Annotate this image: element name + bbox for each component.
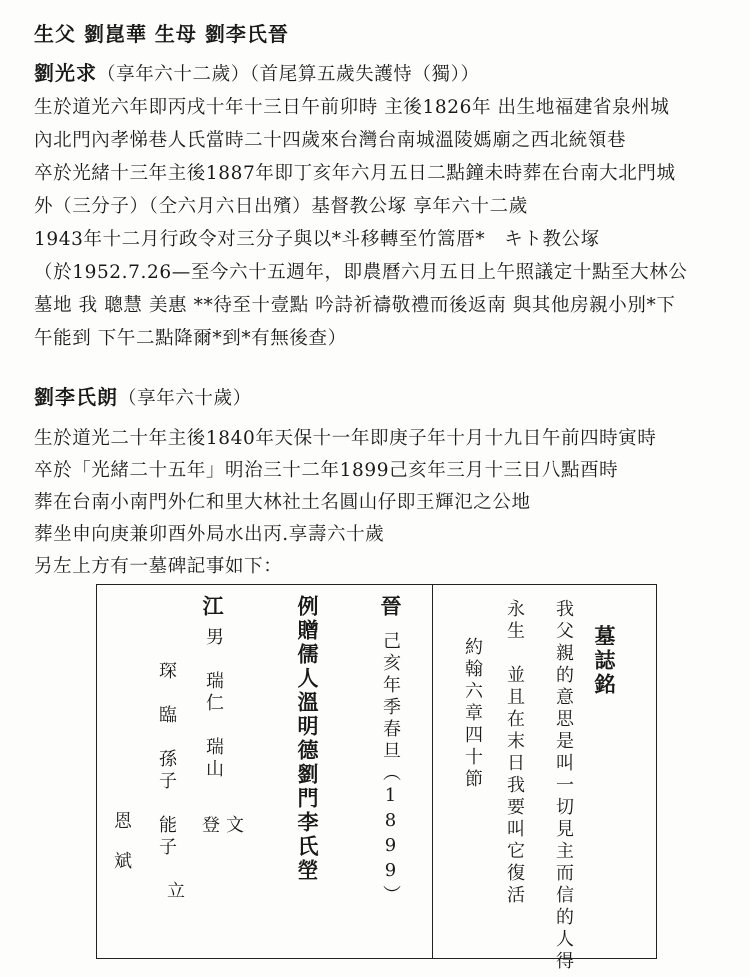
person1-line: 1943年十二月行政令对三分子與以*斗移轉至竹篙厝* キト教公塚 <box>34 229 600 250</box>
headstone-era-char: 晉 <box>378 595 402 619</box>
epitaph-verse-ref: 約翰六章四十節 <box>462 637 483 791</box>
person2-name: 劉李氏朗 <box>34 385 118 409</box>
person2-line: 卒於「光緒二十五年」明治三十二年1899己亥年三月十三日八點酉時 <box>34 460 619 481</box>
tombstone-inscription-box <box>96 584 657 973</box>
person1-line: 生於道光六年即丙戌十年十三日午前卯時 主後1826年 出生地福建省泉州城 <box>34 97 670 118</box>
headstone-jiang: 江 <box>200 595 224 619</box>
person1-heading <box>34 57 480 86</box>
person1-line: 午能到 下午二點降爾*到*有無後查） <box>34 328 347 349</box>
parents-line: 生父 劉崑華 生母 劉李氏晉 <box>34 22 289 46</box>
person2-age-note: （享年六十歲） <box>118 388 252 409</box>
person2-line: 生於道光二十年主後1840年天保十一年即庚子年十月十九日午前四時寅時 <box>34 428 657 449</box>
person1-line: 卒於光緒十三年主後1887年即丁亥年六月五日二點鐘未時葬在台南大北門城 <box>34 163 676 184</box>
person1-line: 內北門內孝悌巷人氏當時二十四歲來台灣台南城溫陵媽廟之西北統領巷 <box>34 130 627 151</box>
person2-line: 另左上方有一墓碑記事如下： <box>34 556 283 577</box>
person1-age-note: （享年六十二歲）（首尾算五歲失護恃（獨）） <box>97 64 480 85</box>
headstone-sons: 男 瑞仁 瑞山 <box>203 627 224 781</box>
person2-line: 葬坐申向庚兼卯酉外局水出丙.享壽六十歲 <box>34 524 385 545</box>
headstone-date: 己亥年季春旦（1899） <box>380 631 401 907</box>
headstone-li: 立 <box>167 881 185 902</box>
person1-line: （於1952.7.26—至今六十五週年，即農曆六月五日上午照議定十點至大林公 <box>34 262 688 283</box>
person1-name: 劉光求 <box>34 61 97 85</box>
headstone-main-inscription: 例贈儒人溫明德劉門李氏塋 <box>295 595 319 883</box>
person1-line: 墓地 我 聰慧 美惠 **待至十壹點 吟詩祈禱敬禮而後返南 與其他房親小別*下 <box>34 295 676 316</box>
headstone-grandsons: 琛 臨 孫子 能子 <box>156 661 177 859</box>
epitaph-verse-col2: 永生 並且在末日我要叫它復活 <box>504 599 525 907</box>
person2-line: 葬在台南小南門外仁和里大林社土名圓山仔即王輝氾之公地 <box>34 492 531 513</box>
headstone-deng: 登 <box>202 815 220 836</box>
person1-line: 外（三分子）（仝六月六日出殯）基督教公塚 享年六十二歲 <box>34 196 528 217</box>
tablet-divider <box>432 585 433 958</box>
headstone-wen: 文 <box>226 815 244 836</box>
epitaph-verse-col1: 我父親的意思是叫一切見主而信的人得 <box>553 599 574 973</box>
epitaph-title: 墓誌銘 <box>592 625 616 697</box>
headstone-bin: 斌 <box>114 851 132 872</box>
person2-heading <box>34 381 252 410</box>
headstone-en: 恩 <box>114 811 132 832</box>
